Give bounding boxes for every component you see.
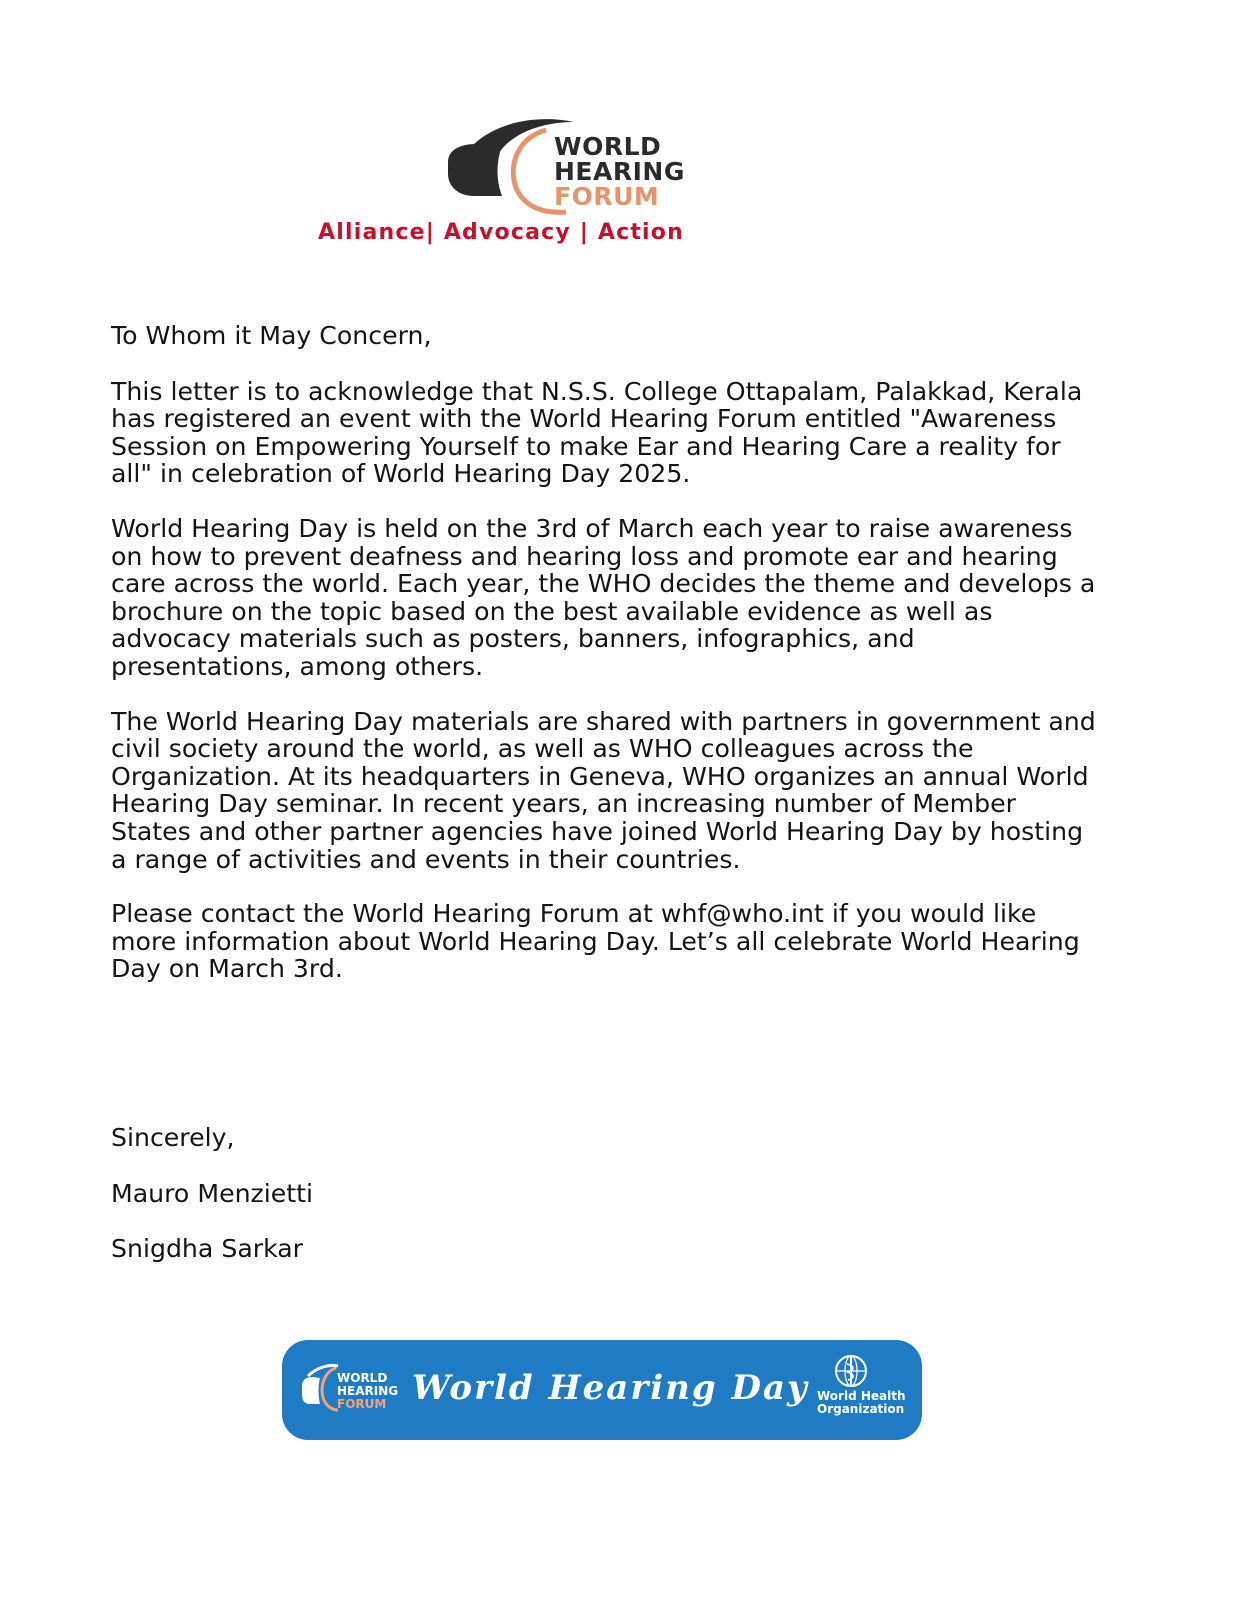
closing: Sincerely, xyxy=(111,1123,235,1152)
salutation: To Whom it May Concern, xyxy=(111,321,432,350)
logo-wordmark xyxy=(554,134,685,209)
banner-logo-line-world: WORLD xyxy=(337,1371,388,1385)
signatory-name: Mauro Menzietti xyxy=(111,1178,314,1208)
letter-body xyxy=(111,322,1101,1010)
banner-logo-line-hearing: HEARING xyxy=(337,1384,399,1398)
ear-arc-icon xyxy=(298,1364,340,1416)
logo-line-world: WORLD xyxy=(554,132,662,161)
who-line-1: World Health xyxy=(817,1389,906,1403)
signoff xyxy=(111,1124,313,1291)
banner-logo-line-forum: FORUM xyxy=(337,1397,387,1411)
logo-line-hearing: HEARING xyxy=(554,157,685,186)
logo-line-forum: FORUM xyxy=(554,182,660,211)
who-line-2: Organization xyxy=(817,1401,905,1416)
paragraph-contact: Please contact the World Hearing Forum at whf@who.int if you would like more information about World Hearing Day. Let’s all celebrate World Hearing Day on March 3rd. xyxy=(111,899,1080,984)
paragraph-materials: The World Hearing Day materials are shared with partners in government and civil society around the world, as well as WHO colleagues across the Organization. At its headquarters in Geneva, WHO organizes an annual World Hearing Day seminar. In recent years, an increasing number of Member States and other partner agencies have joined World Hearing Day by hosting a range of activities and events in their countries. xyxy=(111,706,1096,874)
banner-logo-wordmark xyxy=(337,1372,398,1411)
world-hearing-forum-logo xyxy=(446,112,716,222)
banner-title: World Hearing Day xyxy=(412,1368,809,1408)
signatory-name: Snigdha Sarkar xyxy=(111,1234,304,1263)
paragraph-about-day: World Hearing Day is held on the 3rd of March each year to raise awareness on how to prevent deafness and hearing loss and promote ear and hearing care across the world. Each year, the WHO decides the theme and develops a brochure on the topic based on the best available evidence as well as advocacy materials such as posters, banners, infographics, and presentations, among others. xyxy=(111,513,1096,681)
paragraph-registration: This letter is to acknowledge that N.S.S. College Ottapalam, Palakkad, Kerala has registered an event with the World Hearing Forum entitled "Awareness Session on Empowering Yourself to make Ear and Hearing Care a reality for all" in celebration of World Hearing Day 2025. xyxy=(111,376,1083,489)
who-wordmark xyxy=(817,1390,906,1415)
who-emblem-icon xyxy=(834,1354,868,1388)
tagline: Alliance| Advocacy | Action xyxy=(318,220,684,245)
world-hearing-day-banner xyxy=(282,1340,922,1440)
